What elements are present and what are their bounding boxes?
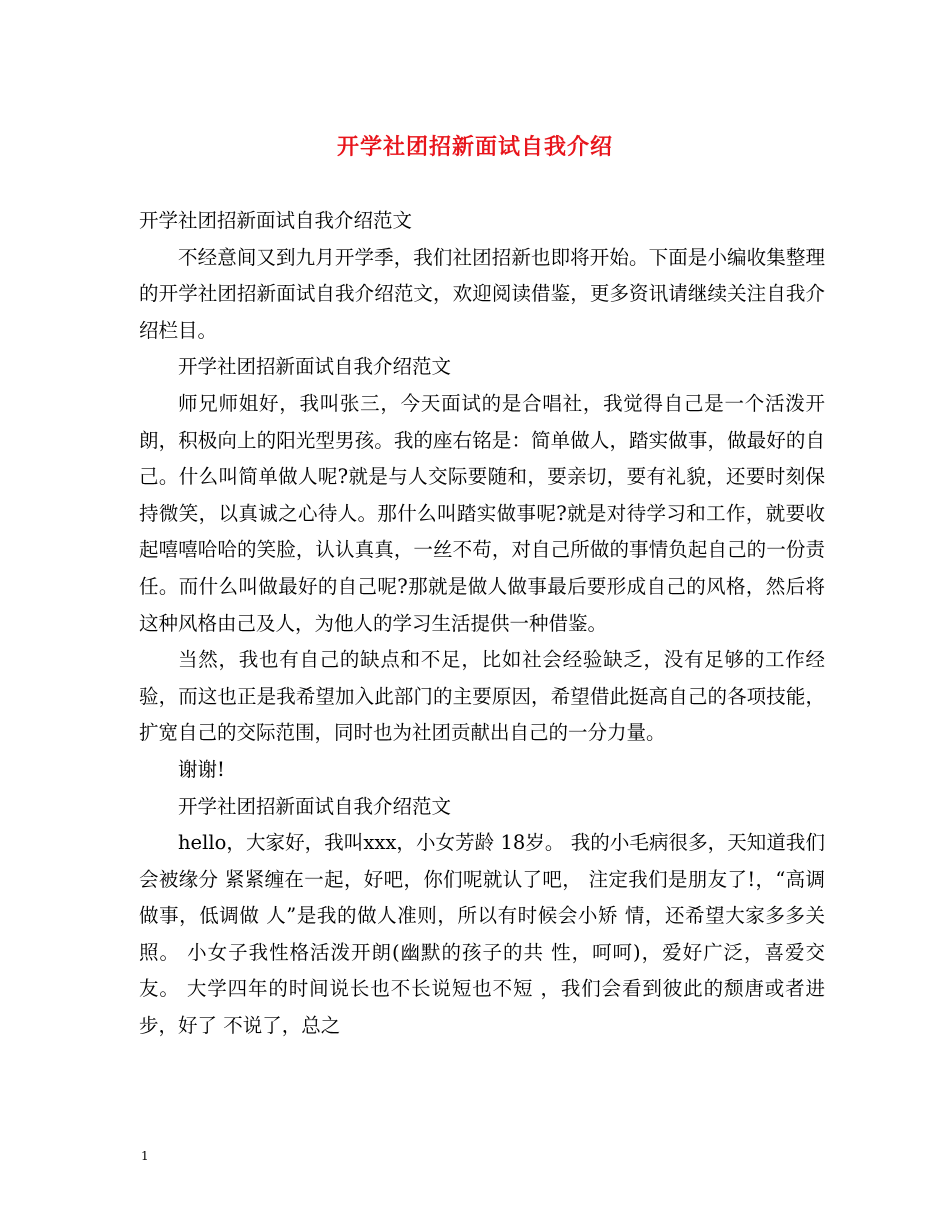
paragraph-subheading: 开学社团招新面试自我介绍范文 [178, 355, 452, 379]
document-title: 开学社团招新面试自我介绍 [336, 134, 613, 160]
paragraph: 当然，我也有自己的缺点和不足，比如社会经验缺乏，没有足够的工作经验，而这也正是我希望加入此部门的主要原因，希望借此挺高自己的各项技能，扩宽自己的交际范围，同时也为社团贡献出自己的一分力量。 [139, 648, 825, 745]
page-number: 1 [141, 1149, 149, 1163]
document-body [139, 203, 825, 1045]
paragraph-heading: 开学社团招新面试自我介绍范文 [139, 209, 413, 232]
paragraph: 谢谢! [178, 757, 225, 781]
paragraph-subheading: 开学社团招新面试自我介绍范文 [178, 794, 452, 818]
paragraph: hello，大家好，我叫xxx，小女芳龄 18岁。 我的小毛病很多，天知道我们会被缘分 紧紧缠在一起，好吧，你们呢就认了吧， 注定我们是朋友了!，“高调做事，低调做 人”是我的做人准则，所以有时候会小矫 情，还希望大家多多关照。 小女子我性格活泼开朗(幽默的孩子的共 性，呵呵)，爱好广泛，喜爱交友。 大学四年的时间说长也不长说短也不短 ，我们会看到彼此的颓唐或者进步，好了 不说了，总之 [139, 831, 825, 1038]
paragraph: 师兄师姐好，我叫张三，今天面试的是合唱社，我觉得自己是一个活泼开朗，积极向上的阳光型男孩。我的座右铭是：简单做人，踏实做事，做最好的自己。什么叫简单做人呢?就是与人交际要随和，要亲切，要有礼貌，还要时刻保持微笑，以真诚之心待人。那什么叫踏实做事呢?就是对待学习和工作，就要收起嘻嘻哈哈的笑脸，认认真真，一丝不苟，对自己所做的事情负起自己的一份责任。而什么叫做最好的自己呢?那就是做人做事最后要形成自己的风格，然后将这种风格由己及人，为他人的学习生活提供一种借鉴。 [139, 391, 825, 635]
paragraph: 不经意间又到九月开学季，我们社团招新也即将开始。下面是小编收集整理的开学社团招新面试自我介绍范文，欢迎阅读借鉴，更多资讯请继续关注自我介绍栏目。 [139, 245, 825, 342]
